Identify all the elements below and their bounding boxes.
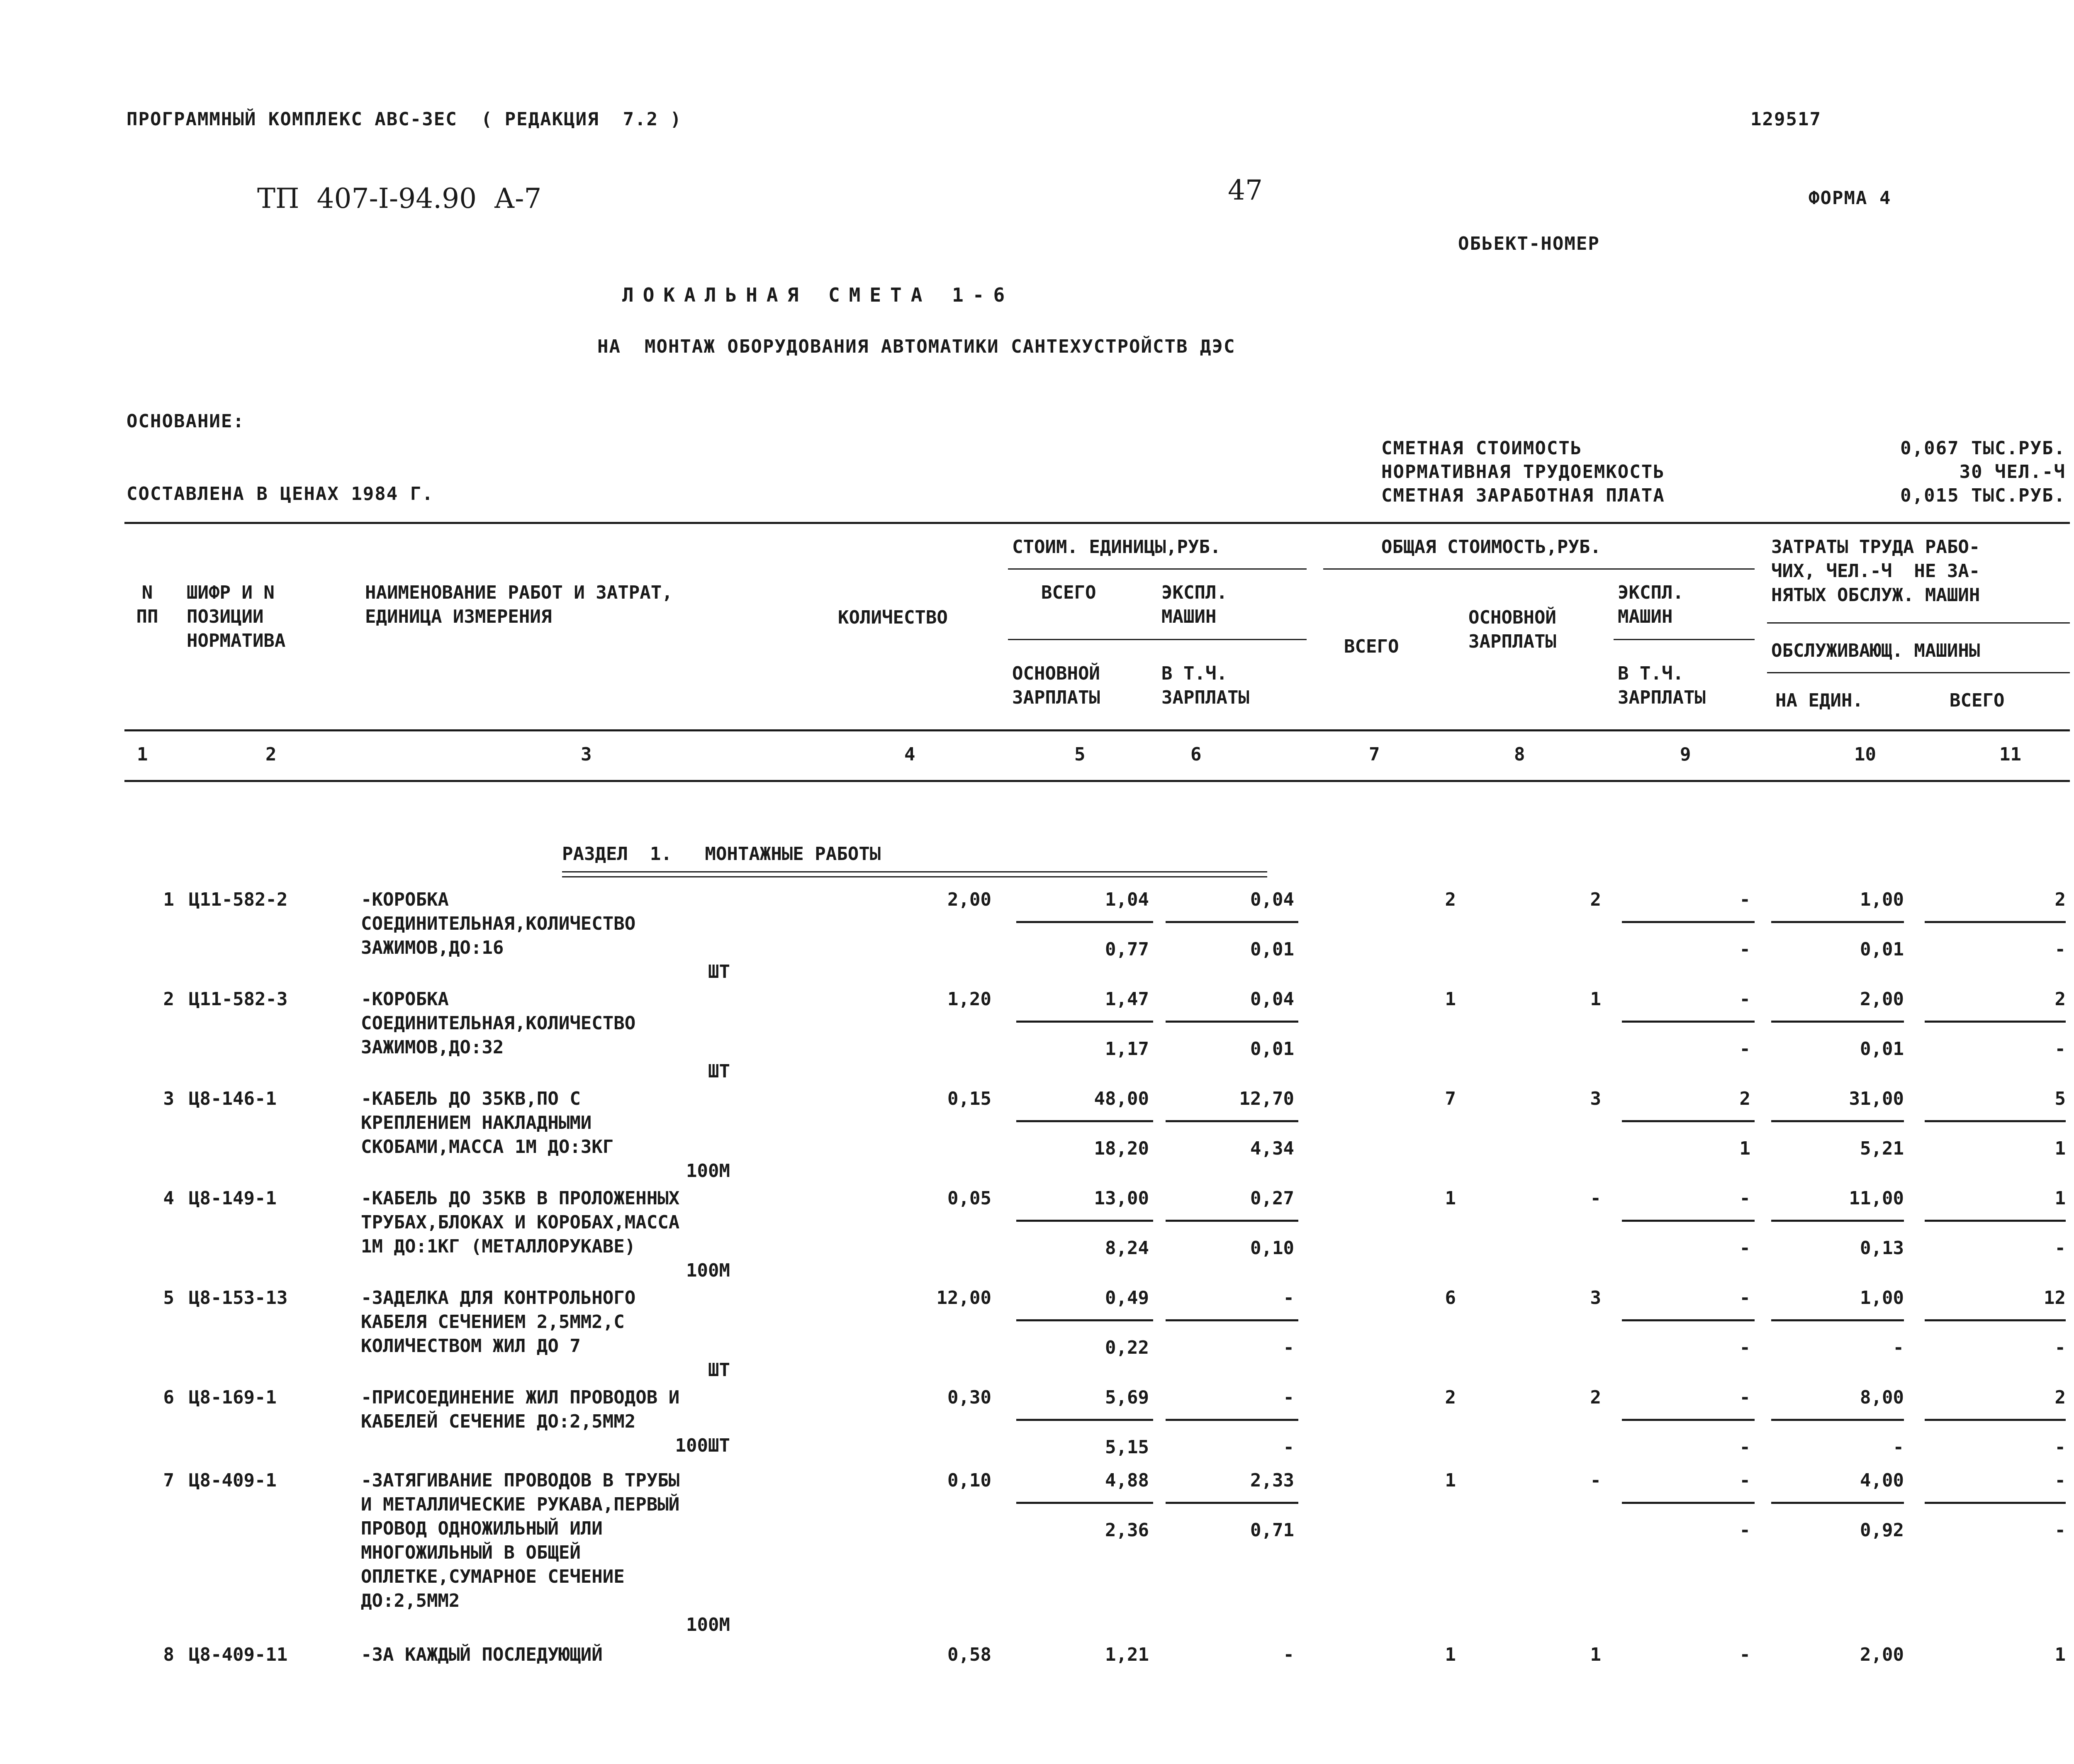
row-number: 8 <box>163 1644 174 1665</box>
row-unit-wage: 0,22 <box>1105 1337 1149 1358</box>
row-labor2-unit: - <box>1893 1337 1904 1358</box>
row-unit-incl: 4,34 <box>1250 1138 1294 1159</box>
row-unit-mach: 2,33 <box>1250 1470 1294 1491</box>
row-labor-unit: 11,00 <box>1849 1188 1904 1209</box>
row-number: 3 <box>163 1088 174 1109</box>
row-unit: ШТ <box>708 1360 730 1381</box>
row-unit-incl: - <box>1283 1337 1294 1358</box>
row-name: -КАБЕЛЬ ДО 35КВ,ПО С КРЕПЛЕНИЕМ НАКЛАДНЫМИ СКОБАМИ,МАССА 1М ДО:3КГ <box>361 1088 614 1157</box>
row-unit-mach: 0,27 <box>1250 1188 1294 1209</box>
column-number: 9 <box>1680 744 1691 765</box>
row-unit-wage: 8,24 <box>1105 1238 1149 1259</box>
row-unit-incl: - <box>1283 1437 1294 1458</box>
row-number: 5 <box>163 1287 174 1308</box>
row-labor-all: 2 <box>2055 1387 2066 1408</box>
summary-label-cost: СМЕТНАЯ СТОИМОСТЬ <box>1381 438 1582 459</box>
row-quantity: 12,00 <box>936 1287 991 1308</box>
document-number: 129517 <box>1750 109 1821 130</box>
section-title: РАЗДЕЛ 1. МОНТАЖНЫЕ РАБОТЫ <box>562 843 881 865</box>
row-labor2-all: - <box>2055 1238 2066 1259</box>
row-labor-all: 12 <box>2044 1287 2066 1308</box>
row-total-wage: 1 <box>1590 1644 1601 1665</box>
row-labor-all: 1 <box>2055 1188 2066 1209</box>
row-unit-wage: 0,77 <box>1105 939 1149 960</box>
row-labor-unit: 2,00 <box>1860 1644 1904 1665</box>
row-unit-all: 13,00 <box>1094 1188 1149 1209</box>
row-labor-all: - <box>2055 1470 2066 1491</box>
row-unit-all: 1,47 <box>1105 989 1149 1010</box>
row-code: Ц8-409-1 <box>189 1470 277 1491</box>
row-code: Ц8-149-1 <box>189 1188 277 1209</box>
row-code: Ц11-582-3 <box>189 989 288 1010</box>
col-header-unit-all: ВСЕГО <box>1041 582 1096 603</box>
basis-label: ОСНОВАНИЕ: <box>127 411 245 432</box>
row-unit-mach: 12,70 <box>1239 1088 1294 1109</box>
summary-value-cost: 0,067 ТЫС.РУБ. <box>1900 438 2066 459</box>
row-total-mach: - <box>1739 1387 1750 1408</box>
row-code: Ц11-582-2 <box>189 889 288 910</box>
row-total-all: 6 <box>1445 1287 1456 1308</box>
row-unit-wage: 5,15 <box>1105 1437 1149 1458</box>
object-label: ОБЬЕКТ-НОМЕР <box>1458 233 1600 254</box>
row-labor-unit: 8,00 <box>1860 1387 1904 1408</box>
col-header-per-unit: НА ЕДИН. <box>1775 690 1863 711</box>
row-total-wage: 1 <box>1590 989 1601 1010</box>
col-header-labor: ЗАТРАТЫ ТРУДА РАБО- ЧИХ, ЧЕЛ.-Ч НЕ ЗА- НЯТЫХ ОБСЛУЖ. МАШИН <box>1771 536 1980 606</box>
header-bottom-rule <box>124 780 2070 782</box>
row-labor-all: 2 <box>2055 889 2066 910</box>
col-header-labor2: ОБСЛУЖИВАЮЩ. МАШИНЫ <box>1771 640 1980 661</box>
row-total-all: 1 <box>1445 1470 1456 1491</box>
row-name: -ЗАТЯГИВАНИЕ ПРОВОДОВ В ТРУБЫ И МЕТАЛЛИЧЕСКИЕ РУКАВА,ПЕРВЫЙ ПРОВОД ОДНОЖИЛЬНЫЙ ИЛИ МНОГОЖИЛЬНЫЙ В ОБЩЕЙ ОПЛЕТКЕ,СУМАРНОЕ СЕЧЕНИЕ ДО:2,5ММ2 <box>361 1470 680 1611</box>
row-unit-incl: 0,10 <box>1250 1238 1294 1259</box>
col-header-unit-incl: В Т.Ч. ЗАРПЛАТЫ <box>1161 663 1249 708</box>
row-code: Ц8-146-1 <box>189 1088 277 1109</box>
header-top-rule <box>124 522 2070 524</box>
row-name: -ЗА КАЖДЫЙ ПОСЛЕДУЮЩИЙ <box>361 1644 603 1665</box>
row-total-incl: - <box>1739 1038 1750 1060</box>
row-number: 6 <box>163 1387 174 1408</box>
row-unit-all: 1,21 <box>1105 1644 1149 1665</box>
program-label: ПРОГРАММНЫЙ КОМПЛЕКС АВС-3ЕС ( РЕДАКЦИЯ 7.2 ) <box>127 109 682 130</box>
column-number: 2 <box>265 744 277 765</box>
row-quantity: 1,20 <box>947 989 991 1010</box>
row-labor2-all: - <box>2055 1437 2066 1458</box>
col-header-total-incl: В Т.Ч. ЗАРПЛАТЫ <box>1618 663 1706 708</box>
row-quantity: 0,05 <box>947 1188 991 1209</box>
row-number: 4 <box>163 1188 174 1209</box>
row-labor-unit: 1,00 <box>1860 1287 1904 1308</box>
col-header-unit-wage: ОСНОВНОЙ ЗАРПЛАТЫ <box>1012 663 1100 708</box>
col-header-total-all: ВСЕГО <box>1344 636 1399 657</box>
column-number: 6 <box>1190 744 1202 765</box>
estimate-subtitle: НА МОНТАЖ ОБОРУДОВАНИЯ АВТОМАТИКИ САНТЕХУСТРОЙСТВ ДЭС <box>597 336 1236 357</box>
col-header-2: ШИФР И N ПОЗИЦИИ НОРМАТИВА <box>187 582 286 651</box>
row-labor-unit: 31,00 <box>1849 1088 1904 1109</box>
row-labor-unit: 1,00 <box>1860 889 1904 910</box>
row-number: 7 <box>163 1470 174 1491</box>
row-total-mach: - <box>1739 1188 1750 1209</box>
row-unit-all: 1,04 <box>1105 889 1149 910</box>
row-labor-unit: 2,00 <box>1860 989 1904 1010</box>
row-unit-all: 5,69 <box>1105 1387 1149 1408</box>
col-header-total-wage: ОСНОВНОЙ ЗАРПЛАТЫ <box>1468 607 1556 652</box>
row-labor2-unit: 0,92 <box>1860 1520 1904 1541</box>
column-number: 8 <box>1514 744 1525 765</box>
row-name: -КОРОБКА СОЕДИНИТЕЛЬНАЯ,КОЛИЧЕСТВО ЗАЖИМОВ,ДО:16 <box>361 889 636 958</box>
row-total-all: 7 <box>1445 1088 1456 1109</box>
column-number: 5 <box>1074 744 1086 765</box>
row-total-mach: 2 <box>1739 1088 1750 1109</box>
column-number: 4 <box>904 744 915 765</box>
row-unit-mach: - <box>1283 1387 1294 1408</box>
row-total-all: 1 <box>1445 989 1456 1010</box>
row-unit: 100М <box>686 1614 730 1635</box>
column-number: 10 <box>1854 744 1876 765</box>
row-total-mach: - <box>1739 1470 1750 1491</box>
row-unit-all: 48,00 <box>1094 1088 1149 1109</box>
estimate-title: ЛОКАЛЬНАЯ СМЕТА 1-6 <box>622 284 1014 306</box>
form-label: ФОРМА 4 <box>1809 188 1891 209</box>
row-unit: ШТ <box>708 1061 730 1082</box>
row-quantity: 0,10 <box>947 1470 991 1491</box>
row-labor2-unit: 0,13 <box>1860 1238 1904 1259</box>
row-total-incl: - <box>1739 1520 1750 1541</box>
row-unit-incl: 0,01 <box>1250 939 1294 960</box>
row-total-incl: - <box>1739 939 1750 960</box>
row-labor-unit: 4,00 <box>1860 1470 1904 1491</box>
row-total-mach: - <box>1739 1287 1750 1308</box>
row-unit-all: 4,88 <box>1105 1470 1149 1491</box>
row-name: -ЗАДЕЛКА ДЛЯ КОНТРОЛЬНОГО КАБЕЛЯ СЕЧЕНИЕМ 2,5ММ2,С КОЛИЧЕСТВОМ ЖИЛ ДО 7 <box>361 1287 636 1357</box>
row-total-wage: 2 <box>1590 889 1601 910</box>
row-unit-all: 0,49 <box>1105 1287 1149 1308</box>
column-number: 11 <box>1999 744 2021 765</box>
col-header-total-cost: ОБЩАЯ СТОИМОСТЬ,РУБ. <box>1381 536 1601 558</box>
prices-label: СОСТАВЛЕНА В ЦЕНАХ 1984 Г. <box>127 483 434 504</box>
row-unit-incl: 0,71 <box>1250 1520 1294 1541</box>
row-labor-all: 5 <box>2055 1088 2066 1109</box>
column-number: 7 <box>1369 744 1380 765</box>
row-unit-wage: 2,36 <box>1105 1520 1149 1541</box>
row-labor2-all: - <box>2055 1337 2066 1358</box>
row-total-incl: - <box>1739 1437 1750 1458</box>
row-number: 1 <box>163 889 174 910</box>
row-labor-all: 1 <box>2055 1644 2066 1665</box>
row-quantity: 2,00 <box>947 889 991 910</box>
col-header-all: ВСЕГО <box>1950 690 2005 711</box>
header-mid-rule <box>124 729 2070 731</box>
row-unit: 100ШТ <box>675 1435 730 1456</box>
row-total-incl: 1 <box>1739 1138 1750 1159</box>
row-total-wage: 2 <box>1590 1387 1601 1408</box>
row-number: 2 <box>163 989 174 1010</box>
summary-value-wage: 0,015 ТЫС.РУБ. <box>1900 485 2066 506</box>
row-name: -КАБЕЛЬ ДО 35КВ В ПРОЛОЖЕННЫХ ТРУБАХ,БЛОКАХ И КОРОБАХ,МАССА 1М ДО:1КГ (МЕТАЛЛОРУКАВЕ) <box>361 1188 680 1257</box>
column-number: 3 <box>581 744 592 765</box>
col-header-1: N ПП <box>136 582 158 627</box>
row-labor2-unit: 5,21 <box>1860 1138 1904 1159</box>
row-unit-mach: 0,04 <box>1250 989 1294 1010</box>
row-total-wage: - <box>1590 1188 1601 1209</box>
row-total-all: 1 <box>1445 1188 1456 1209</box>
summary-label-labor: НОРМАТИВНАЯ ТРУДОЕМКОСТЬ <box>1381 461 1665 482</box>
row-quantity: 0,15 <box>947 1088 991 1109</box>
row-labor2-all: - <box>2055 1038 2066 1060</box>
page-number: 47 <box>1228 174 1263 206</box>
summary-value-labor: 30 ЧЕЛ.-Ч <box>1959 461 2066 482</box>
row-quantity: 0,58 <box>947 1644 991 1665</box>
col-header-total-mach: ЭКСПЛ. МАШИН <box>1618 582 1684 627</box>
row-labor2-unit: - <box>1893 1437 1904 1458</box>
row-labor2-all: - <box>2055 939 2066 960</box>
row-total-all: 2 <box>1445 1387 1456 1408</box>
row-unit-wage: 18,20 <box>1094 1138 1149 1159</box>
row-total-incl: - <box>1739 1337 1750 1358</box>
row-quantity: 0,30 <box>947 1387 991 1408</box>
row-labor-all: 2 <box>2055 989 2066 1010</box>
row-total-wage: 3 <box>1590 1287 1601 1308</box>
row-total-wage: - <box>1590 1470 1601 1491</box>
row-unit-incl: 0,01 <box>1250 1038 1294 1060</box>
row-total-mach: - <box>1739 889 1750 910</box>
row-code: Ц8-409-11 <box>189 1644 288 1665</box>
col-header-unit-mach: ЭКСПЛ. МАШИН <box>1161 582 1227 627</box>
row-total-mach: - <box>1739 1644 1750 1665</box>
row-code: Ц8-169-1 <box>189 1387 277 1408</box>
row-unit-mach: - <box>1283 1644 1294 1665</box>
row-labor2-unit: 0,01 <box>1860 939 1904 960</box>
row-total-incl: - <box>1739 1238 1750 1259</box>
row-name: -КОРОБКА СОЕДИНИТЕЛЬНАЯ,КОЛИЧЕСТВО ЗАЖИМОВ,ДО:32 <box>361 989 636 1058</box>
row-unit: ШТ <box>708 961 730 982</box>
row-unit: 100М <box>686 1160 730 1182</box>
row-unit-wage: 1,17 <box>1105 1038 1149 1060</box>
row-unit-mach: - <box>1283 1287 1294 1308</box>
row-total-all: 1 <box>1445 1644 1456 1665</box>
row-labor2-all: - <box>2055 1520 2066 1541</box>
row-labor2-all: 1 <box>2055 1138 2066 1159</box>
row-code: Ц8-153-13 <box>189 1287 288 1308</box>
summary-label-wage: СМЕТНАЯ ЗАРАБОТНАЯ ПЛАТА <box>1381 485 1665 506</box>
column-number: 1 <box>137 744 148 765</box>
row-total-wage: 3 <box>1590 1088 1601 1109</box>
row-unit: 100М <box>686 1260 730 1281</box>
row-name: -ПРИСОЕДИНЕНИЕ ЖИЛ ПРОВОДОВ И КАБЕЛЕЙ СЕЧЕНИЕ ДО:2,5ММ2 <box>361 1387 680 1432</box>
tp-code: ТП 407-I-94.90 А-7 <box>257 183 542 214</box>
col-header-3: НАИМЕНОВАНИЕ РАБОТ И ЗАТРАТ, ЕДИНИЦА ИЗМЕРЕНИЯ <box>365 582 673 627</box>
row-unit-mach: 0,04 <box>1250 889 1294 910</box>
row-labor2-unit: 0,01 <box>1860 1038 1904 1060</box>
col-header-unit-cost: СТОИМ. ЕДИНИЦЫ,РУБ. <box>1012 536 1221 558</box>
row-total-all: 2 <box>1445 889 1456 910</box>
row-total-mach: - <box>1739 989 1750 1010</box>
col-header-4: КОЛИЧЕСТВО <box>838 607 948 628</box>
